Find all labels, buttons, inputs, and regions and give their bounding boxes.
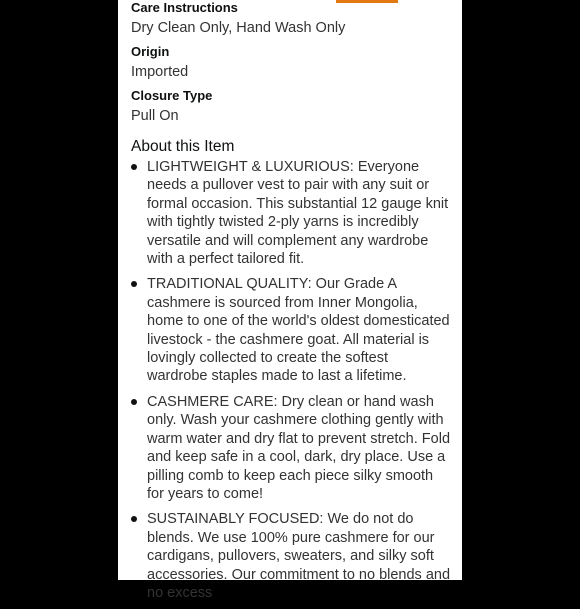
bullet-text: TRADITIONAL QUALITY: Our Grade A cashmere is sourced from Inner Mongolia, home to one of the world's oldest domesticated livestock - the cashmere goat. All material is lovingly collected to create the softest wardrobe staples made to last a lifetime. bbox=[147, 276, 450, 385]
detail-label: Closure Type bbox=[131, 88, 213, 103]
list-item bbox=[118, 393, 462, 503]
detail-value: Imported bbox=[131, 64, 189, 80]
about-this-item-heading: About this Item bbox=[131, 138, 235, 155]
bullet-dot-icon bbox=[131, 281, 137, 287]
bullet-text: CASHMERE CARE: Dry clean or hand wash only. Wash your cashmere clothing gently with warm water and dry flat to prevent stretch. Fold and keep safe in a cool, dark, dry place. Use a pilling comb to keep each piece silky smooth for years to come! bbox=[147, 393, 451, 502]
bullet-dot-icon bbox=[131, 399, 137, 405]
bullet-text: SUSTAINABLY FOCUSED: We do not do blends. We use 100% pure cashmere for our cardigans, pullovers, sweaters, and silky soft accessories. Our commitment to no blends and no excess bbox=[147, 511, 451, 601]
list-item bbox=[118, 275, 462, 385]
detail-closure-type bbox=[131, 88, 451, 126]
detail-origin bbox=[131, 44, 451, 82]
detail-value: Pull On bbox=[131, 108, 179, 124]
list-item bbox=[118, 510, 462, 602]
detail-label: Care Instructions bbox=[131, 0, 238, 15]
product-details-panel bbox=[118, 0, 462, 601]
detail-value: Dry Clean Only, Hand Wash Only bbox=[131, 20, 346, 36]
list-item bbox=[118, 158, 462, 268]
bullet-dot-icon bbox=[131, 516, 137, 522]
bullet-dot-icon bbox=[131, 164, 137, 170]
about-bullet-list bbox=[118, 158, 462, 609]
detail-label: Origin bbox=[131, 44, 170, 59]
bullet-text: LIGHTWEIGHT & LUXURIOUS: Everyone needs a pullover vest to pair with any suit or formal occasion. This substantial 12 gauge knit with tightly twisted 2-ply yarns is incredibly versatile and will complement any wardrobe with a perfect tailored fit. bbox=[147, 159, 449, 268]
detail-care-instructions bbox=[131, 0, 451, 38]
